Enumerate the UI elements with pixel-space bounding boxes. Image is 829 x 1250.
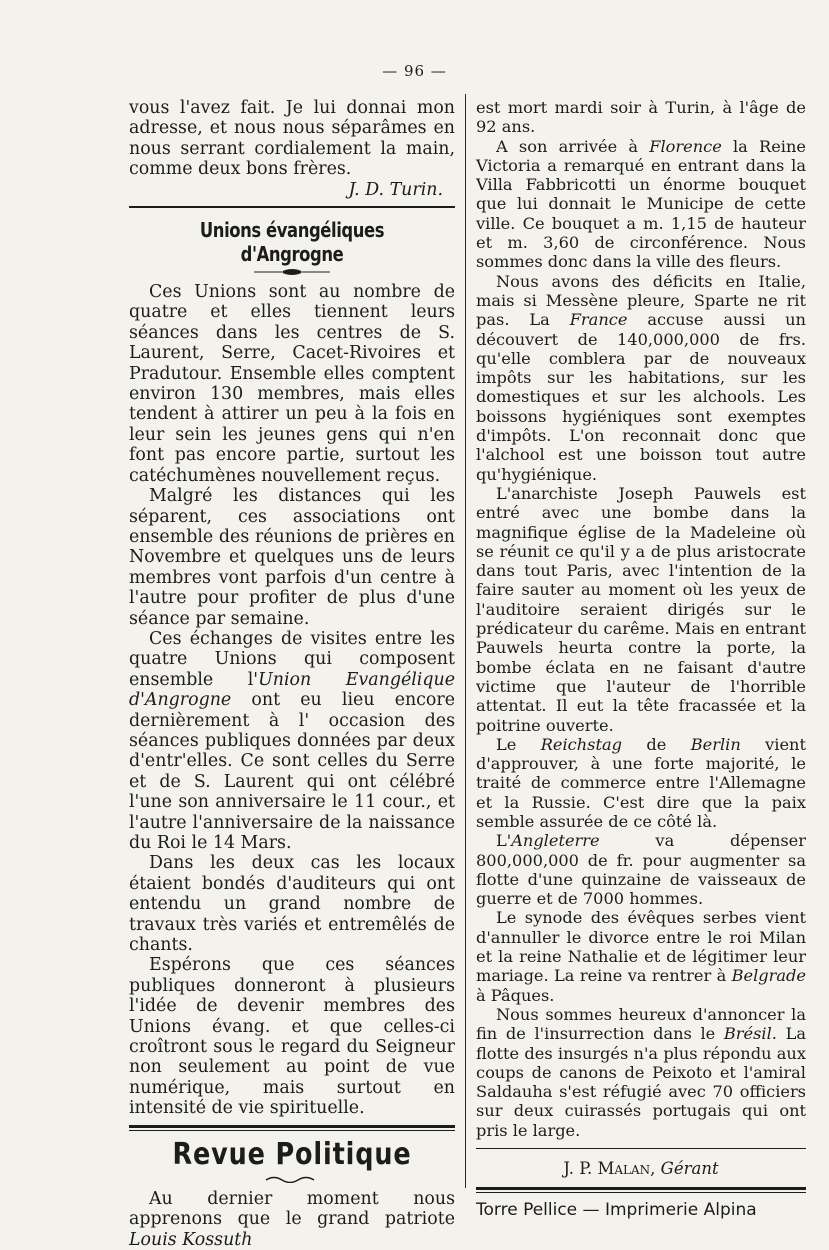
paragraph xyxy=(476,908,806,1004)
signature: J. D. Turin. xyxy=(348,179,443,200)
ornament-icon xyxy=(252,268,332,276)
section-rule xyxy=(476,1148,806,1149)
emphasis: Angleterre xyxy=(511,831,600,851)
emphasis: Florence xyxy=(649,136,722,156)
text-run: vient d'approuver, à une forte majorité, le traité de commerce entre l'Allemagne et la Russie. C'est dire que la paix semble assurée de ce côté là. xyxy=(476,734,806,831)
section-rule xyxy=(129,1125,455,1128)
text-run: va dépenser 800,000,000 de fr. pour augmenter sa flotte d'une quinzaine de vaisseaux de guerre et de 7000 hommes. xyxy=(476,831,806,909)
paragraph: est mort mardi soir à Turin, à l'âge de 92 ans. xyxy=(476,98,806,137)
paragraph xyxy=(476,137,806,272)
paragraph: Ces Unions sont au nombre de quatre et elles tiennent leurs séances dans les centres de S. Laurent, Serre, Cacet-Rivoires et Pradutour. Ensemble elles comptent environ 130 membres, mais elles tendent à attirer un peu à la fois en leur sein les jeunes gens qui n'en font pas encore partie, surtout les catéchumènes nouvellement reçus. xyxy=(129,282,455,486)
paragraph: Malgré les distances qui les séparent, ces associations ont ensemble des réunions de prières en Novembre et quelques uns de leurs membres vont parfois d'un centre à l'autre pour profiter de plus d'une séance par semaine. xyxy=(129,486,455,629)
section-rule xyxy=(129,206,455,208)
gerant-initials: J. P. xyxy=(563,1159,598,1179)
paragraph xyxy=(476,735,806,831)
paragraph: L'anarchiste Joseph Pauwels est entré avec une bombe dans la magnifique église de la Madeleine où se réunit ce qu'il y a de plus aristocrate dans tout Paris, avec l'intention de la faire sauter au moment où les yeux de l'auditoire seraient dirigés sur le prédicateur du carême. Mais en entrant Pauwels heurta contre la porte, la bombe éclata en ne faisant d'autre victime que l'auteur de l'horrible attentat. Il eut la tête fracassée et la poitrine ouverte. xyxy=(476,483,806,735)
emphasis: Reichstag xyxy=(540,734,622,754)
paragraph: Espérons que ces séances publiques donneront à plusieurs l'idée de devenir membres des Unions évang. et que celles-ci croîtront sous le regard du Seigneur non seulement au point de vue numérique, mais surtout en intensité de vie spirituelle. xyxy=(129,955,455,1119)
text-run: Au dernier moment nous apprenons que le grand patriote xyxy=(129,1188,455,1230)
page-number: — 96 — xyxy=(382,62,447,80)
imprint: Torre Pellice — Imprimerie Alpina xyxy=(476,1200,757,1221)
text-run: de xyxy=(622,734,691,754)
emphasis: France xyxy=(569,310,628,330)
ornament-icon xyxy=(262,1175,322,1183)
text-run: Ces échanges de visites entre les quatre Unions qui composent ensemble l' xyxy=(129,628,455,690)
emphasis: Union Evangélique d'Angrogne xyxy=(129,669,455,711)
left-column xyxy=(129,98,455,1250)
text-run: Le xyxy=(496,734,541,754)
gerant-name: Malan xyxy=(597,1159,651,1179)
paragraph xyxy=(476,272,806,484)
emphasis: Louis Kossuth xyxy=(129,1229,253,1250)
paragraph: vous l'avez fait. Je lui donnai mon adresse, et nous nous séparâmes en nous serrant cordialement la main, comme deux bons frères. xyxy=(129,98,455,180)
paragraph xyxy=(129,629,455,853)
text-run: à Pâques. xyxy=(476,985,555,1005)
section-title-revue-politique: Revue Politique xyxy=(172,1136,412,1172)
text-run: Nous sommes heureux d'annoncer la fin de l'insurrection dans le xyxy=(476,1004,806,1044)
emphasis: Berlin xyxy=(690,734,741,754)
text-run: A son arrivée à xyxy=(496,136,650,156)
text-run: L' xyxy=(496,831,512,851)
text-run: ont eu lieu encore dernièrement à l' occasion des séances publiques données par deux d'entr'elles. Ce sont celles du Serre et de S. Laurent qui ont célébré l'une son anniversaire le 11 cour., et l'autre l'anniversaire de la naissance du Roi le 14 Mars. xyxy=(129,690,455,853)
text-run: Nous avons des déficits en Italie, mais si Messène pleure, Sparte ne rit pas. La xyxy=(476,271,806,330)
emphasis: Belgrade xyxy=(731,966,806,986)
section-rule xyxy=(476,1187,806,1190)
text-run: . La flotte des insurgés n'a plus répondu aux coups de canons de Peixoto et l'amiral Saldauha s'est réfugié avec 70 officiers sur deux cuirassés portugais qui ont pris le large. xyxy=(476,1024,806,1140)
text-run: accuse aussi un découvert de 140,000,000 de frs. qu'elle comblera par de nouveaux impôts sur les habitations, sur les domestiques et sur les alchools. Les boissons hygiéniques sont exemptes d'impôts. L'on reconnait donc que l'alchool est une boisson tout autre qu'hygiénique. xyxy=(476,310,806,484)
paragraph xyxy=(129,1189,455,1250)
gerant-title: Gérant xyxy=(660,1159,719,1179)
text-run: Le synode des évêques serbes vient d'annuller le divorce entre le roi Milan et la reine Nathalie et de légitimer leur mariage. La reine va rentrer à xyxy=(476,908,806,986)
right-column xyxy=(476,98,806,1221)
paragraph: Dans les deux cas les locaux étaient bondés d'auditeurs qui ont entendu un grand nombre de travaux très variés et entremêlés de chants. xyxy=(129,853,455,956)
section-rule xyxy=(129,1130,455,1131)
column-divider xyxy=(465,94,466,1188)
section-title-unions: Unions évangéliques d'Angrogne xyxy=(199,218,385,267)
section-rule xyxy=(476,1192,806,1193)
text-run: la Reine Victoria a remarqué en entrant dans la Villa Fabbricotti un énorme bouquet que lui donnait le Municipe de cette ville. Ce bouquet a m. 1,15 de hauteur et m. 3,60 de circonférence. Nous sommes donc dans la ville des fleurs. xyxy=(476,136,806,272)
gerant-line: J. P. Malan, Gérant xyxy=(563,1159,719,1179)
paragraph xyxy=(476,831,806,908)
emphasis: Brésil xyxy=(723,1024,772,1044)
paragraph xyxy=(476,1005,806,1140)
